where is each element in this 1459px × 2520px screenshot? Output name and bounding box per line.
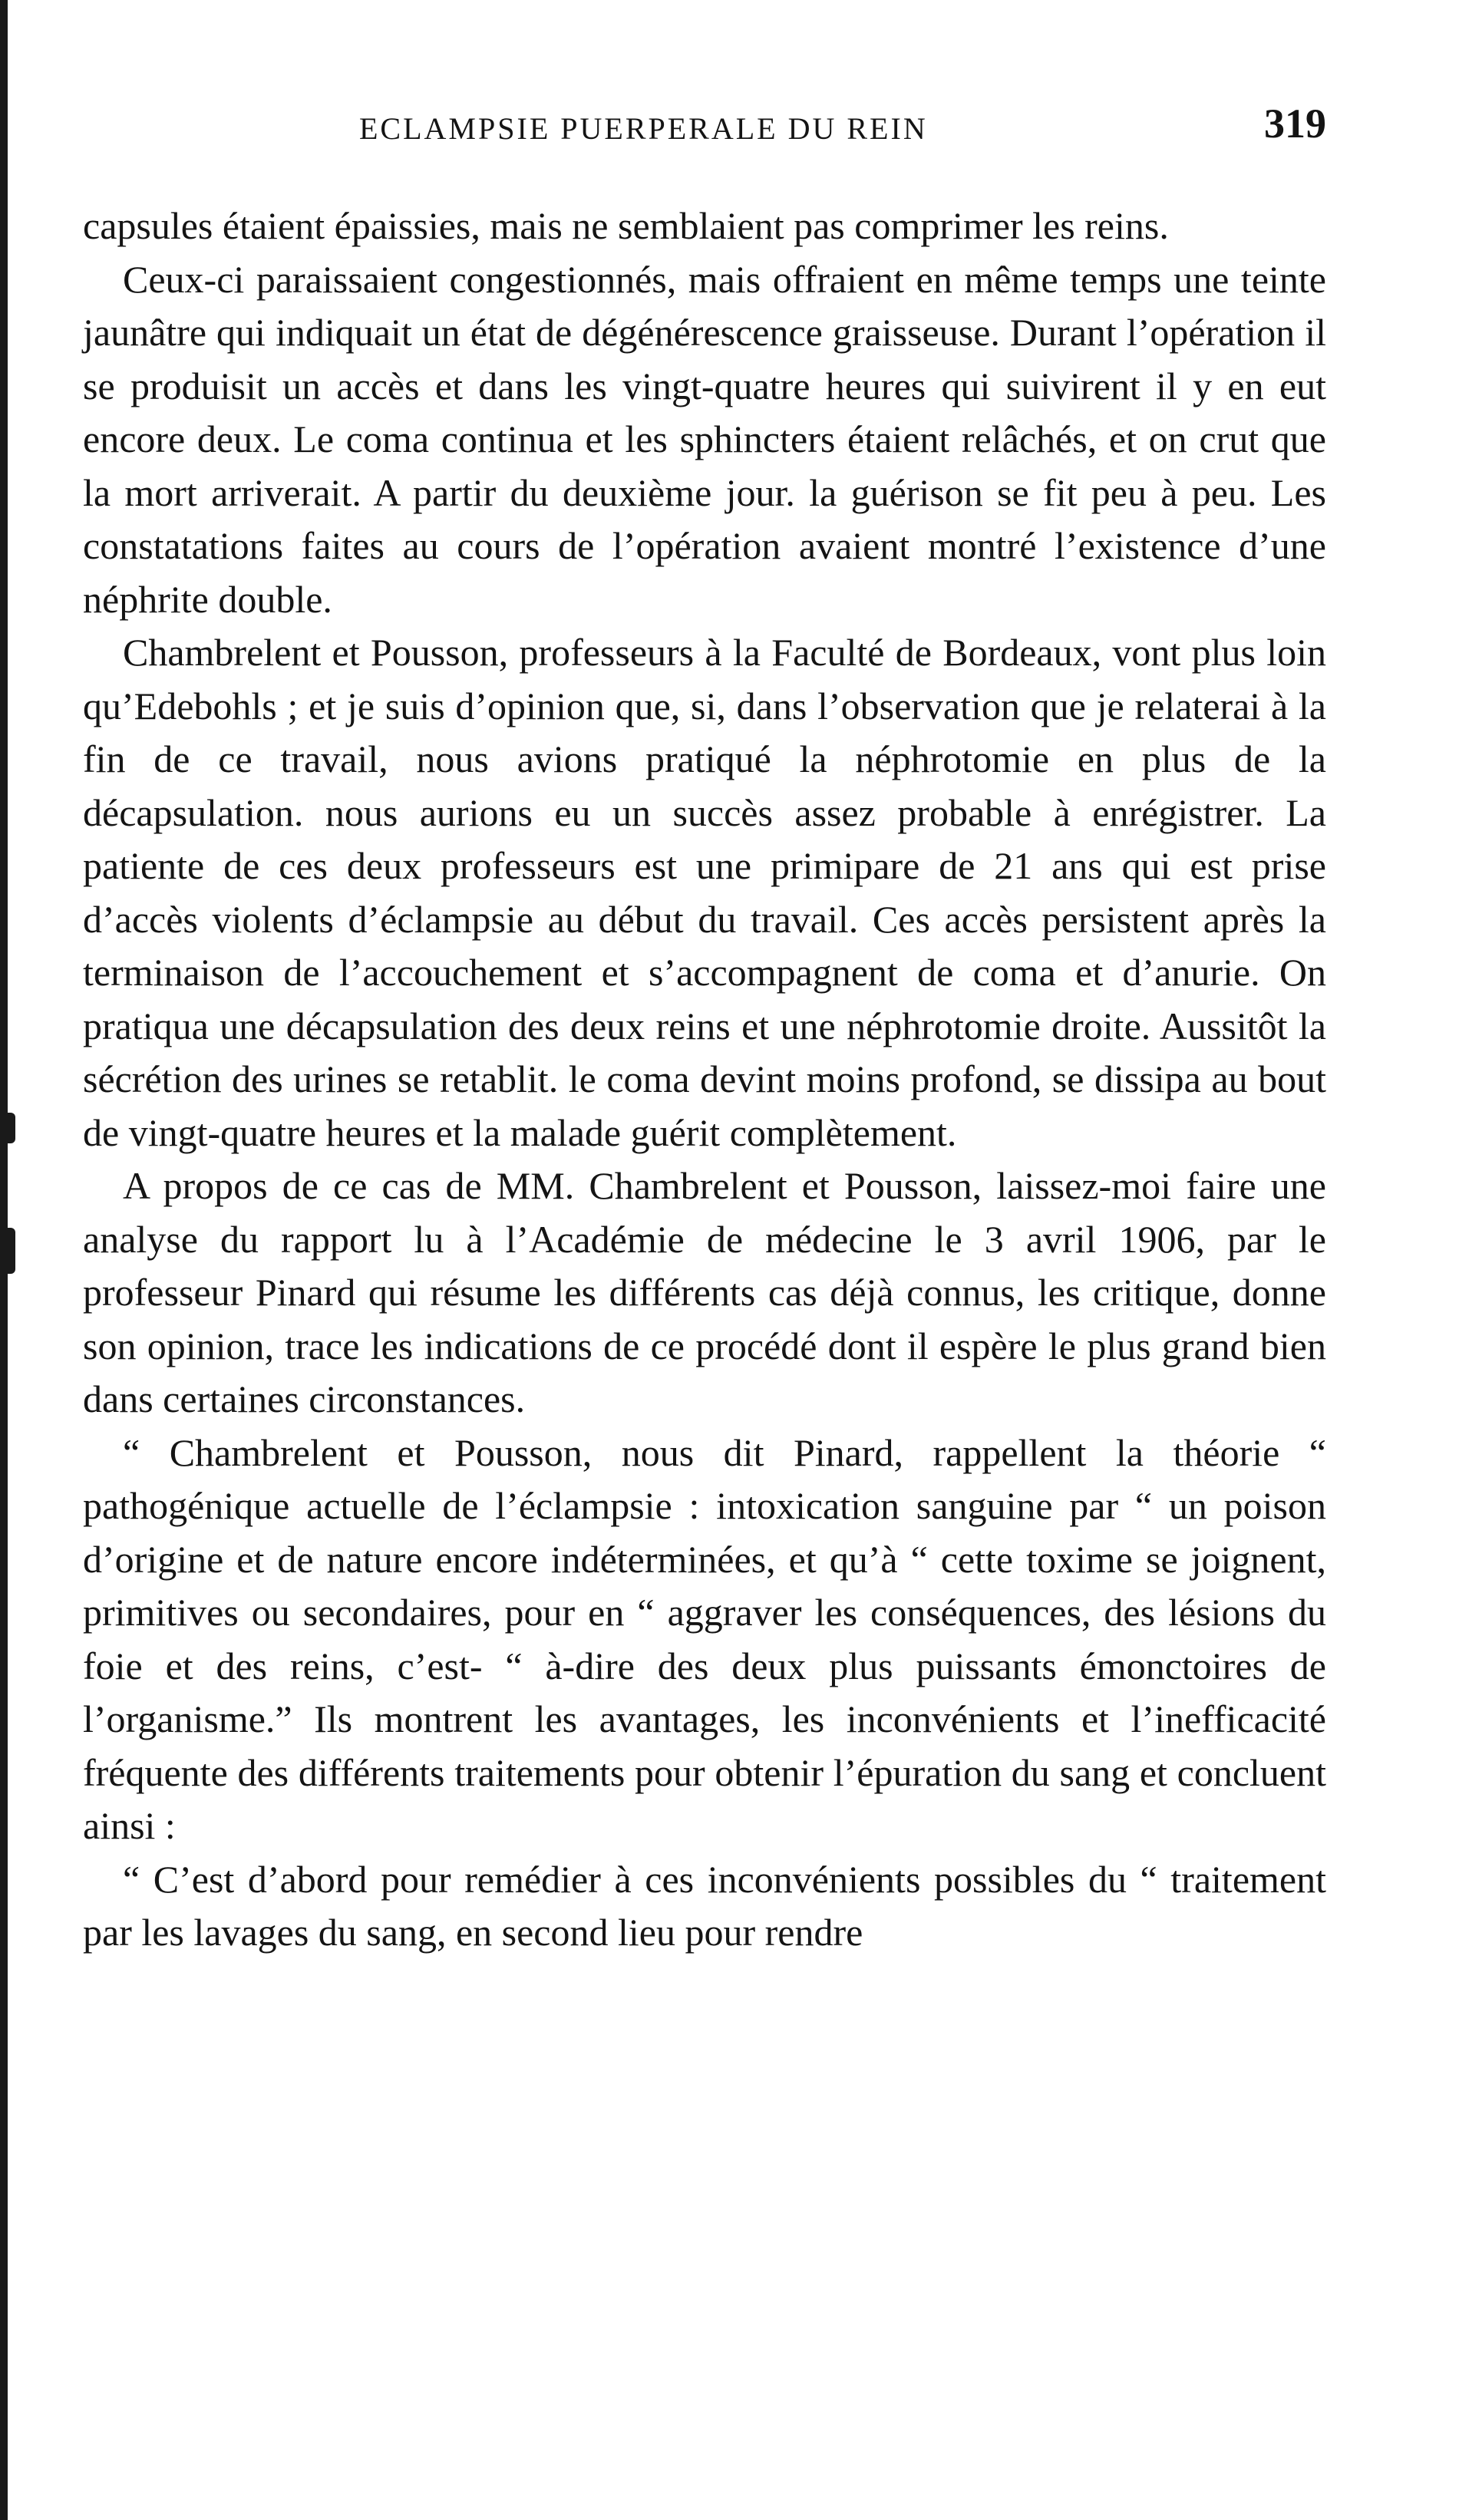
paragraph: Chambrelent et Pousson, professeurs à la Faculté de Bordeaux, vont plus loin qu’Edebohls ; et je suis d’opinion que, si, dans l’observation que je relaterai à la fin de ce travail, nous avions pratiqué la néphrotomie en plus de la décapsulation. nous aurions eu un succès assez probable à enrégistrer. La patiente de ces deux professeurs est une primipare de 21 ans qui est prise d’accès violents d’éclampsie au début du travail. Ces accès persistent après la terminaison de l’accouchement et s’accompagnent de coma et d’anurie. On pratiqua une décapsulation des deux reins et une néphrotomie droite. Aussitôt la sécrétion des urines se retablit. le coma devint moins profond, se dissipa au bout de vingt-quatre heures et la malade guérit complètement.	[83, 631, 1326, 1154]
book-page	[83, 100, 1326, 1960]
paragraph: “ Chambrelent et Pousson, nous dit Pinard, rappellent la théorie “ pathogénique actuelle de l’éclampsie : intoxication sanguine par “ un poison d’origine et de nature encore indéterminées, et qu’à “ cette toxime se joignent, primitives ou secondaires, pour en “ aggraver les conséquences, des lésions du foie et des reins, c’est- “ à-dire des deux plus puissants émonctoires de l’organisme.” Ils montrent les avantages, les inconvénients et l’inefficacité fréquente des différents traitements pour obtenir l’épuration du sang et concluent ainsi :	[83, 1430, 1326, 1847]
page-number: 319	[1264, 101, 1326, 147]
paragraph: “ C’est d’abord pour remédier à ces inconvénients possibles du “ traitement par les lavages du sang, en second lieu pour rendre	[83, 1857, 1326, 1954]
binding-mark	[5, 1228, 15, 1274]
page-header	[83, 100, 1326, 169]
paragraph: Ceux-ci paraissaient congestionnés, mais offraient en même temps une teinte jaunâtre qui indiquait un état de dégénérescence graisseuse. Durant l’opération il se produisit un accès et dans les vingt-quatre heures qui suivirent il y en eut encore deux. Le coma continua et les sphincters étaient relâchés, et on crut que la mort arriverait. A partir du deuxième jour. la guérison se fit peu à peu. Les constatations faites au cours de l’opération avaient montré l’existence d’une néphrite double.	[83, 257, 1326, 621]
body-text	[83, 200, 1326, 1960]
binding-mark	[5, 1113, 15, 1143]
running-title: ECLAMPSIE PUERPERALE DU REIN	[359, 111, 928, 146]
paragraph: A propos de ce cas de MM. Chambrelent et Pousson, laissez-moi faire une analyse du rapport lu à l’Académie de médecine le 3 avril 1906, par le professeur Pinard qui résume les différents cas déjà connus, les critique, donne son opinion, trace les indications de ce procédé dont il espère le plus grand bien dans certaines circonstances.	[83, 1164, 1326, 1420]
paragraph: capsules étaient épaissies, mais ne semblaient pas comprimer les reins.	[83, 204, 1169, 247]
